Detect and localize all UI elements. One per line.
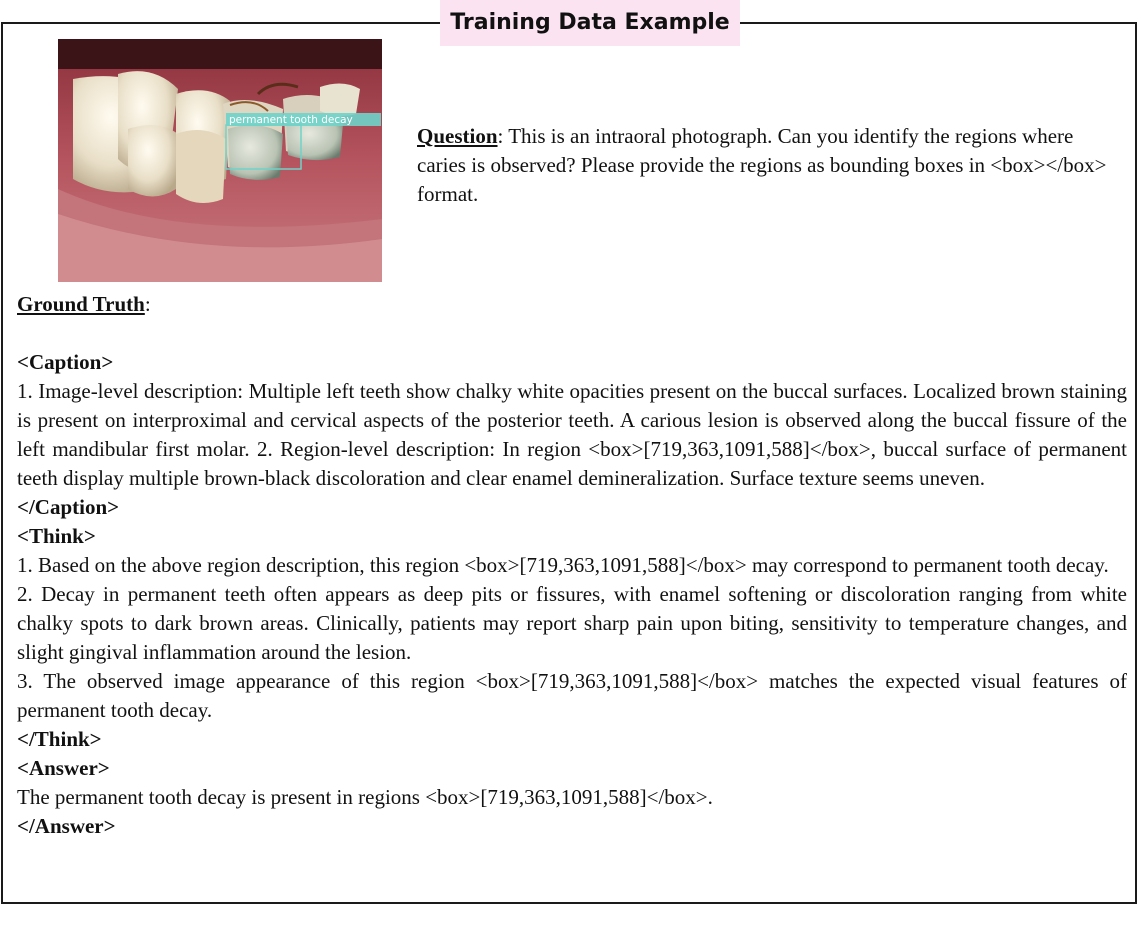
caption-text: 1. Image-level description: Multiple left teeth show chalky white opacities present on the buccal surfaces. Localized brown staining is present on interproximal and cervical aspects of the posterior teeth. A carious lesion is observed along the buccal fissure of the left mandibular first molar. 2. Region-level description: In region <box>[719,363,1091,588]</box>, buccal surface of permanent teeth display multiple brown-black discoloration and clear enamel demineralization. Surface texture seems uneven. bbox=[17, 379, 1127, 490]
answer-close-tag: </Answer> bbox=[17, 814, 116, 838]
think-step-3: 3. The observed image appearance of this region <box>[719,363,1091,588]</box> matches the expected visual features of permanent tooth decay. bbox=[17, 669, 1127, 722]
answer-text: The permanent tooth decay is present in regions <box>[719,363,1091,588]</box>. bbox=[17, 785, 713, 809]
ground-truth-colon: : bbox=[144, 292, 151, 316]
caption-open-tag: <Caption> bbox=[17, 350, 114, 374]
intraoral-photo bbox=[58, 39, 382, 282]
think-close-tag: </Think> bbox=[17, 727, 102, 751]
panel-title: Training Data Example bbox=[440, 0, 740, 46]
question-text: : This is an intraoral photograph. Can you identify the regions where caries is observed? Please provide the regions as bounding boxes in <box></box> format. bbox=[417, 124, 1107, 206]
ground-truth-heading bbox=[17, 290, 1127, 319]
detection-box-label: permanent tooth decay bbox=[229, 114, 353, 126]
think-step-2: 2. Decay in permanent teeth often appears as deep pits or fissures, with enamel softening or discoloration ranging from white chalky spots to dark brown areas. Clinically, patients may report sharp pain upon biting, sensitivity to temperature changes, and slight gingival inflammation around the lesion. bbox=[17, 582, 1127, 664]
question-block bbox=[417, 122, 1117, 209]
think-step-1: 1. Based on the above region description, this region <box>[719,363,1091,588]</box> may correspond to permanent tooth decay. bbox=[17, 553, 1109, 577]
think-open-tag: <Think> bbox=[17, 524, 96, 548]
caption-close-tag: </Caption> bbox=[17, 495, 120, 519]
ground-truth-label: Ground Truth bbox=[17, 292, 145, 316]
answer-open-tag: <Answer> bbox=[17, 756, 110, 780]
question-label: Question bbox=[417, 124, 498, 148]
ground-truth-block bbox=[17, 290, 1127, 841]
